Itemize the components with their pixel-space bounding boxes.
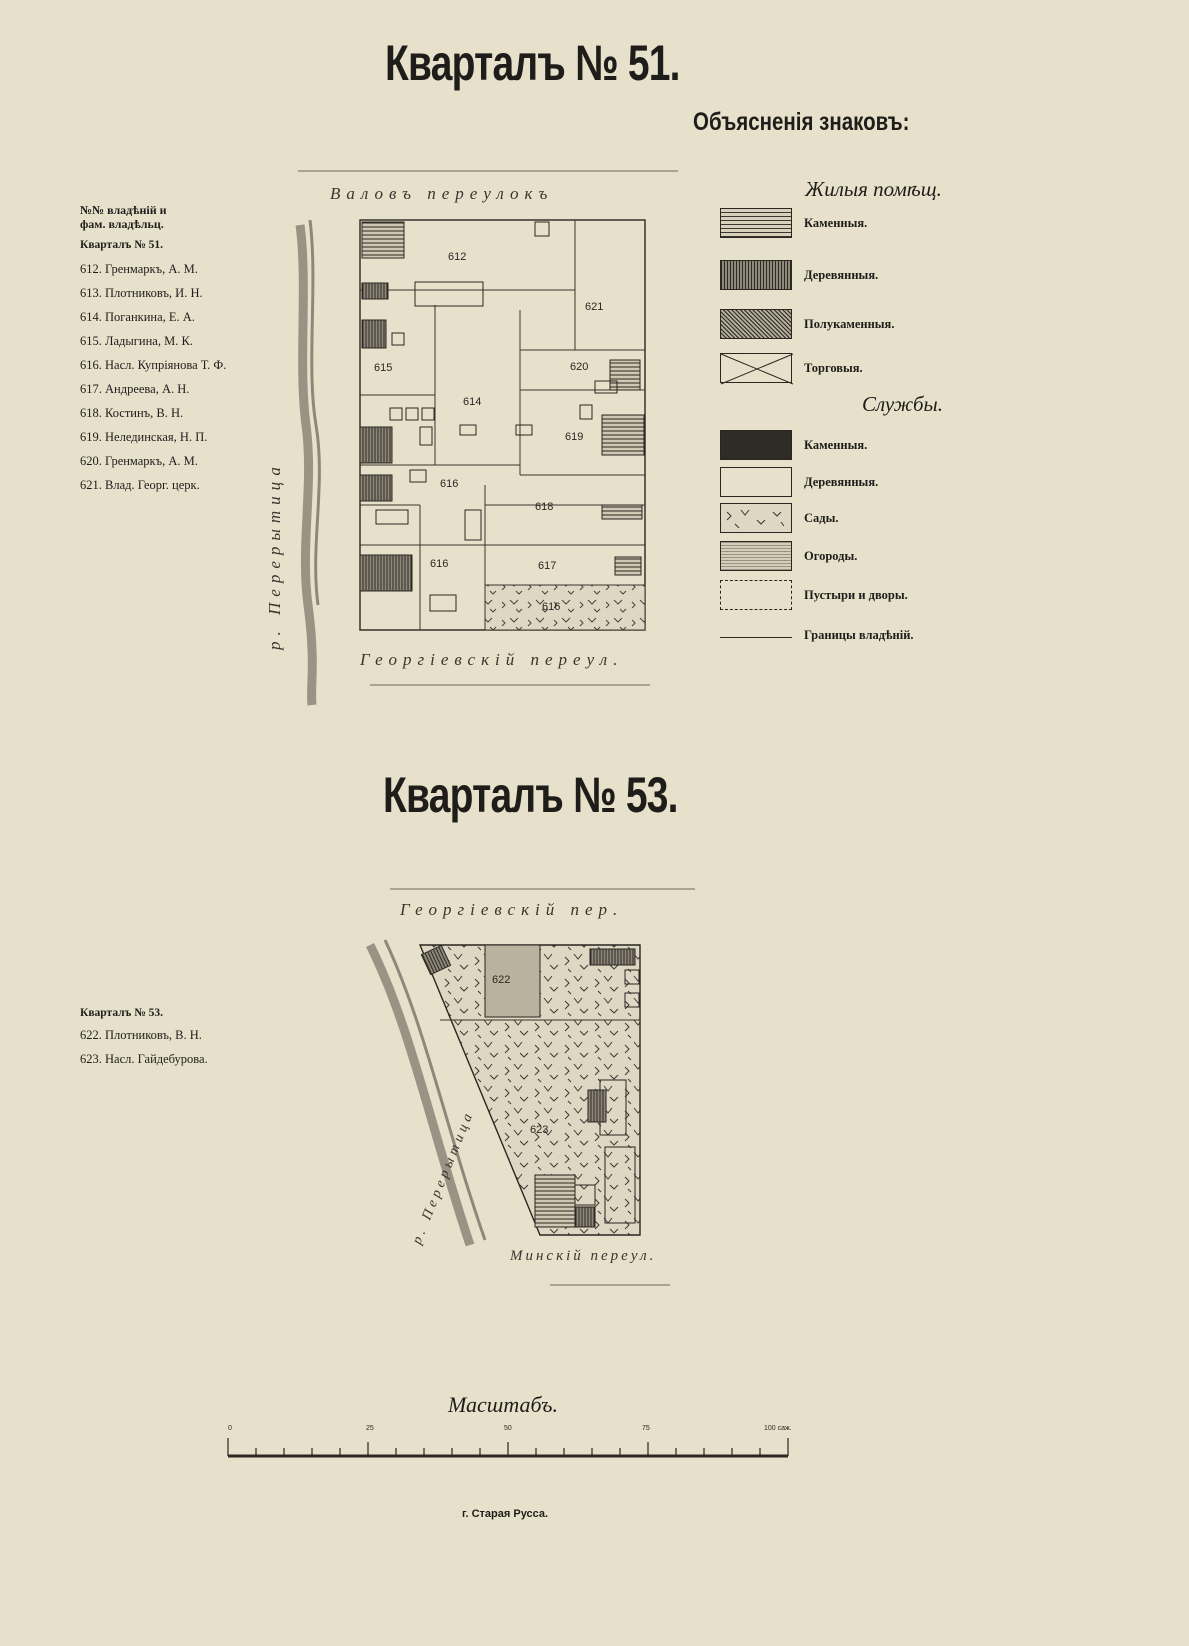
legend-residential-halfstone bbox=[720, 309, 960, 343]
legend-services-gardens bbox=[720, 503, 960, 537]
owner-item: 612. Гренмаркъ, А. М. bbox=[80, 262, 198, 276]
scale-tick-label-75: 75 bbox=[642, 1425, 650, 1432]
legend-residential-trade bbox=[720, 353, 960, 387]
street-bottom-53: Минскій переул. bbox=[510, 1248, 657, 1264]
scale-tick-label-50: 50 bbox=[504, 1425, 512, 1432]
swatch-gardens bbox=[720, 503, 792, 533]
legend-label: Каменныя. bbox=[804, 216, 868, 230]
scale-bar bbox=[228, 1418, 828, 1478]
legend-label: Каменныя. bbox=[804, 438, 868, 452]
legend-services-boundaries bbox=[720, 620, 960, 654]
owner-item: 619. Нелединская, Н. П. bbox=[80, 430, 208, 444]
owners-header-line1: №№ владѣній и bbox=[80, 203, 167, 217]
street-top-53: Георгіевскій пер. bbox=[400, 900, 624, 919]
legend-label: Границы владѣній. bbox=[804, 628, 914, 642]
lot-612: 612 bbox=[448, 251, 467, 263]
lot-614: 614 bbox=[463, 396, 482, 408]
lot-615: 615 bbox=[374, 362, 393, 374]
swatch-boundaries bbox=[720, 620, 792, 638]
owner-item: 617. Андреева, А. Н. bbox=[80, 382, 190, 396]
swatch-residential-trade bbox=[720, 353, 792, 383]
swatch-services-wood bbox=[720, 467, 792, 497]
swatch-residential-stone bbox=[720, 208, 792, 238]
legend-label: Деревянныя. bbox=[804, 268, 879, 282]
quarter-51-title: Кварталъ № 51. bbox=[385, 35, 680, 91]
legend-services-yards bbox=[720, 580, 960, 614]
lot-616-label-a: 616 bbox=[440, 478, 459, 490]
lot-621: 621 bbox=[585, 301, 604, 313]
owner-item: 623. Насл. Гайдебурова. bbox=[80, 1052, 208, 1066]
legend-services-title: Службы. bbox=[862, 392, 943, 416]
legend-title: Объясненія знаковъ: bbox=[693, 108, 910, 136]
owner-item: 614. Поганкина, Е. А. bbox=[80, 310, 195, 324]
legend-label: Торговыя. bbox=[804, 361, 863, 375]
quarter-53-map bbox=[350, 885, 730, 1305]
swatch-services-stone bbox=[720, 430, 792, 460]
owner-item: 616. Насл. Купріянова Т. Ф. bbox=[80, 358, 227, 372]
lot-620: 620 bbox=[570, 361, 589, 373]
scale-tick-label-100: 100 саж. bbox=[764, 1425, 792, 1432]
owner-item: 613. Плотниковъ, И. Н. bbox=[80, 286, 203, 300]
lot-618: 618 bbox=[535, 501, 554, 513]
legend-label: Огороды. bbox=[804, 549, 858, 563]
swatch-residential-halfstone bbox=[720, 309, 792, 339]
swatch-yards bbox=[720, 580, 792, 610]
legend-services-vegetable bbox=[720, 541, 960, 575]
owners-list-53 bbox=[80, 1005, 208, 1071]
legend-label: Сады. bbox=[804, 511, 839, 525]
legend-residential-title: Жилыя помѣщ. bbox=[805, 177, 942, 201]
owners-list-51 bbox=[80, 203, 226, 497]
legend-label: Деревянныя. bbox=[804, 475, 879, 489]
swatch-vegetable-gardens bbox=[720, 541, 792, 571]
lot-623: 623 bbox=[530, 1124, 549, 1136]
owner-item: 618. Костинъ, В. Н. bbox=[80, 406, 184, 420]
legend-label: Пустыри и дворы. bbox=[804, 588, 908, 602]
lot-617: 617 bbox=[538, 560, 557, 572]
legend-residential-stone bbox=[720, 208, 960, 242]
owners-subheader-53: Кварталъ № 53. bbox=[80, 1007, 164, 1019]
owner-item: 620. Гренмаркъ, А. М. bbox=[80, 454, 198, 468]
swatch-residential-wood bbox=[720, 260, 792, 290]
lot-619: 619 bbox=[565, 431, 584, 443]
owners-subheader-51: Кварталъ № 51. bbox=[80, 239, 164, 251]
owners-header-line2: фам. владѣльц. bbox=[80, 217, 164, 231]
lot-616-label-b: 616 bbox=[430, 558, 449, 570]
legend-services-wood bbox=[720, 467, 960, 501]
lot-616-garden: 616 bbox=[542, 601, 561, 613]
quarter-53-title: Кварталъ № 53. bbox=[383, 767, 678, 823]
legend-residential-wood bbox=[720, 260, 960, 294]
lot-622: 622 bbox=[492, 974, 511, 986]
street-side-53: р. Перерытица bbox=[409, 1108, 478, 1247]
scale-title: Масштабъ. bbox=[448, 1392, 558, 1417]
street-bottom-51: Георгіевскій переул. bbox=[360, 650, 624, 669]
street-top-51: Валовъ переулокъ bbox=[330, 184, 554, 203]
scale-tick-label-25: 25 bbox=[366, 1425, 374, 1432]
scale-tick-label-0: 0 bbox=[228, 1425, 232, 1432]
legend-label: Полукаменныя. bbox=[804, 317, 895, 331]
owner-item: 615. Ладыгина, М. К. bbox=[80, 334, 193, 348]
owner-item: 622. Плотниковъ, В. Н. bbox=[80, 1028, 202, 1042]
street-side-51: р. Перерытица bbox=[265, 461, 284, 650]
legend-services-stone bbox=[720, 430, 960, 464]
footer-city: г. Старая Русса. bbox=[462, 1508, 549, 1520]
owner-item: 621. Влад. Георг. церк. bbox=[80, 478, 200, 492]
quarter-51-map bbox=[265, 165, 690, 710]
